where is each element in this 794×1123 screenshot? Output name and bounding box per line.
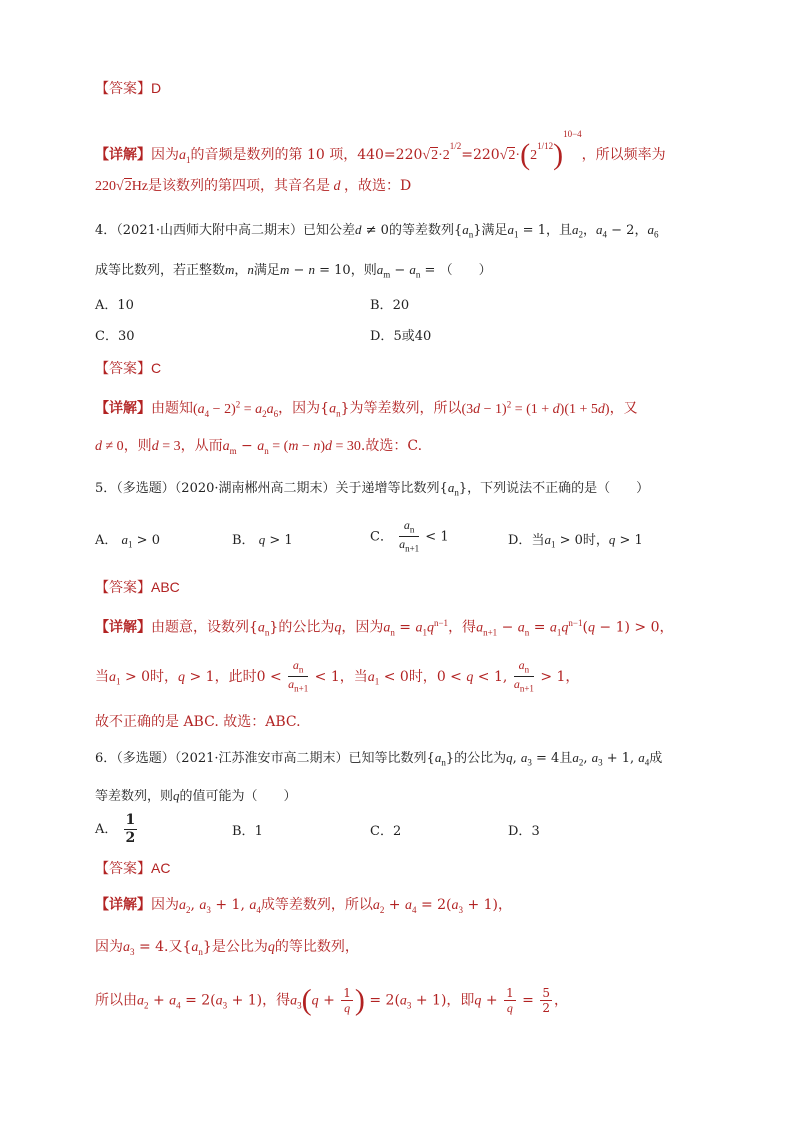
answer-q4: 【答案】C bbox=[95, 360, 162, 376]
question-4-stem: 4．（2021·山西师大附中高二期末）已知公差d ≠ 0的等差数列$\{a_n\}$满足$a_1 = 1$，且$a_2$，$a_4 - 2$，$a_6$ bbox=[95, 222, 659, 240]
detail-q3-line2: 220√2Hz是该数列的第四项，其音名是 d ，故选：D bbox=[95, 178, 412, 194]
answer-q5: 【答案】ABC bbox=[95, 579, 180, 595]
q5-option-b: B． q > 1 bbox=[232, 532, 293, 548]
detail-q6-line2: 因为$a_3 = 4$.又$\{a_n\}$是公比为q的等比数列， bbox=[95, 939, 359, 957]
q4-option-c: C．30 bbox=[95, 329, 135, 344]
q6-option-a: A． $\frac{1}{2}$ bbox=[95, 812, 136, 846]
q6-option-c: C．2 bbox=[370, 824, 402, 839]
question-4-stem-line2: 成等比数列，若正整数m，n满足m − n = 10，则$a_m - a_n$ = （ ） bbox=[95, 262, 492, 280]
detail-label: 【详解】 bbox=[95, 147, 151, 163]
detail-q6-line3: 所以由$a_2 + a_4 = 2(a_3 + 1)$，得$a_3(q$ + $\frac{1}{q}$ ) = $2(a_3 + 1)$，即q + $\frac{1}{q}$ = $\frac{5}{2}$ ， bbox=[95, 983, 568, 1017]
question-6-stem: 6．（多选题）（2021·江苏淮安市高二期末）已知等比数列$\{a_n\}$的公比为q, $a_3 = 4$且$a_2$, $a_3 + 1$, $a_4$成 bbox=[95, 750, 663, 768]
answer-label: 【答案】 bbox=[95, 80, 151, 96]
answer-q3 bbox=[95, 78, 161, 98]
detail-q5-line3: 故不正确的是 ABC. 故选：ABC. bbox=[95, 714, 301, 730]
answer-q6: 【答案】AC bbox=[95, 860, 171, 876]
detail-q4-line1: 【详解】由题知$(a_4 - 2)^2 = a_2a_6$，因为$\{a_n\}$为等差数列，所以$(3d - 1)^2 = (1 + d)(1 + 5d)$，又 bbox=[95, 399, 638, 419]
q6-option-b: B．1 bbox=[232, 824, 263, 839]
q4-option-b: B．20 bbox=[370, 298, 410, 313]
detail-q5-line1: 【详解】由题意，设数列$\{a_n\}$的公比为q，因为$a_n = a_1q^{n-1}$，得$a_{n+1} - a_n = a_1q^{n-1}(q - 1) > 0$， bbox=[95, 618, 674, 638]
q5-option-d: D．当$a_1 > 0$时，q > 1 bbox=[508, 532, 643, 550]
detail-q4-line2: d ≠ 0，则d = 3，从而$a_m - a_n = (m - n)d = 30$.故选：C. bbox=[95, 438, 423, 456]
answer-value: D bbox=[151, 80, 162, 96]
detail-q6-line1: 【详解】因为$a_2$, $a_3 + 1$, $a_4$成等差数列，所以$a_2 + a_4 = 2(a_3 + 1)$， bbox=[95, 897, 512, 915]
q5-option-c: C． $\frac{a_n}{a_{n+1}}$ < 1 bbox=[370, 518, 449, 554]
detail-q5-line2: 当$a_1 > 0$时，q > 1，此时0 < $\frac{a_n}{a_{n+1}}$ < 1，当$a_1 < 0$时，0 < q < 1, $\frac{a_n}{a_{n+1}}$ > 1， bbox=[95, 658, 580, 694]
question-6-stem-line2: 等差数列，则q的值可能为（ ） bbox=[95, 788, 297, 804]
q4-option-a: A．10 bbox=[95, 298, 134, 313]
q5-option-a: A． $a_1 > 0$ bbox=[95, 532, 160, 550]
q4-option-d: D．5或40 bbox=[370, 329, 432, 344]
detail-q3-line1: 【详解】因为$a_1$的音频是数列的第 10 项，$440=220√2\cdot 2^{1/2}=220√2\cdot(2^{1/12})^{10-4}$，所以频率为 bbox=[95, 129, 666, 171]
question-5-stem: 5．（多选题）（2020·湖南郴州高二期末）关于递增等比数列$\{a_n\}$，下列说法不正确的是（ ） bbox=[95, 480, 650, 498]
q6-option-d: D．3 bbox=[508, 824, 540, 839]
